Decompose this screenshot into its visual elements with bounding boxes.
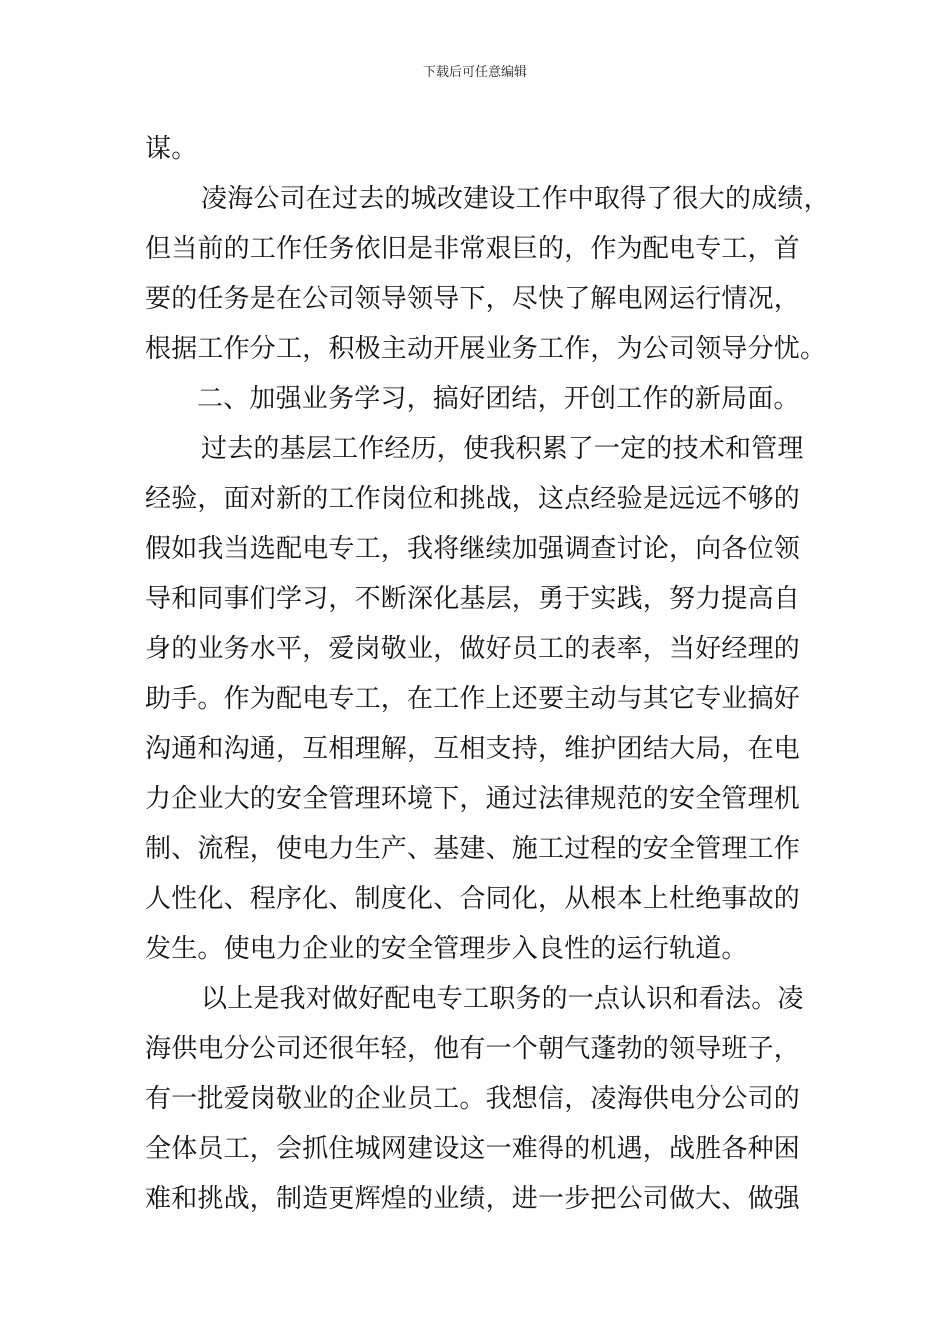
paragraph-first-line: 过去的基层工作经历，使我积累了一定的技术和管理: [201, 434, 804, 464]
document-body: [145, 124, 830, 1224]
text-line: 假如我当选配电专工，我将继续加强调查讨论，向各位领: [145, 534, 801, 564]
section-heading: 二、加强业务学习，搞好团结，开创工作的新局面。: [197, 384, 800, 414]
text-line: 难和挑战，制造更辉煌的业绩，进一步把公司做大、做强: [145, 1184, 801, 1214]
text-line: 但当前的工作任务依旧是非常艰巨的，作为配电专工，首: [145, 234, 801, 264]
text-line: 全体员工，会抓住城网建设这一难得的机遇，战胜各种困: [145, 1134, 801, 1164]
text-line: 要的任务是在公司领导领导下，尽快了解电网运行情况，: [145, 284, 801, 314]
page-header: 下载后可任意编辑: [422, 65, 527, 80]
paragraph-first-line: 以上是我对做好配电专工职务的一点认识和看法。凌: [201, 984, 804, 1014]
text-line: 力企业大的安全管理环境下，通过法律规范的安全管理机: [145, 784, 801, 814]
text-line: 有一批爱岗敬业的企业员工。我想信，凌海供电分公司的: [145, 1084, 801, 1114]
text-line: 导和同事们学习，不断深化基层，勇于实践，努力提高自: [145, 584, 801, 614]
text-line: 身的业务水平，爱岗敬业，做好员工的表率，当好经理的: [145, 634, 801, 664]
text-line: 沟通和沟通，互相理解，互相支持，维护团结大局，在电: [145, 734, 801, 764]
text-line: 海供电分公司还很年轻，他有一个朝气蓬勃的领导班子，: [145, 1034, 801, 1064]
text-line: 助手。作为配电专工，在工作上还要主动与其它专业搞好: [145, 684, 801, 714]
text-line: 制、流程，使电力生产、基建、施工过程的安全管理工作: [145, 834, 801, 864]
text-line: 发生。使电力企业的安全管理步入良性的运行轨道。: [145, 934, 748, 964]
text-line: 根据工作分工，积极主动开展业务工作，为公司领导分忧。: [145, 334, 827, 364]
text-line: 经验，面对新的工作岗位和挑战，这点经验是远远不够的: [145, 484, 801, 514]
text-line: 谋。: [145, 134, 198, 164]
text-line: 人性化、程序化、制度化、合同化，从根本上杜绝事故的: [145, 884, 801, 914]
paragraph-first-line: 凌海公司在过去的城改建设工作中取得了很大的成绩，: [201, 184, 830, 214]
